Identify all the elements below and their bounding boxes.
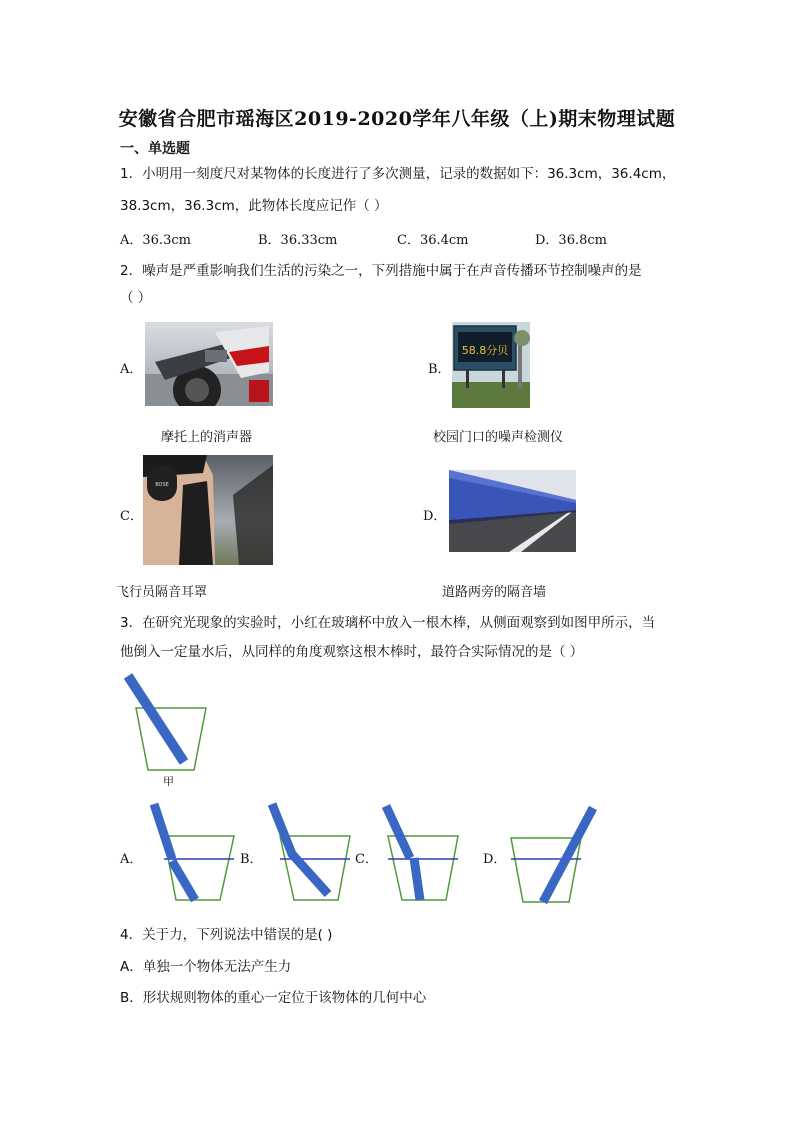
q1-option-c[interactable]: C．36.4cm [397,233,469,248]
q3-option-b-letter[interactable]: B． [240,852,263,867]
q4-option-b[interactable]: B．形状规则物体的重心一定位于该物体的几何中心 [120,990,427,1006]
q3-option-d-diagram[interactable] [505,798,605,908]
figure-jia-label: 甲 [163,775,174,788]
q2-option-a-caption: 摩托上的消声器 [161,430,253,445]
q2-option-b-letter[interactable]: B． [428,362,451,377]
q3-option-b-diagram[interactable] [262,798,362,908]
section-heading: 一、单选题 [120,141,190,157]
q2-option-c-caption: 飞行员隔音耳罩 [116,585,208,600]
q2-stem-line1: 2．噪声是严重影响我们生活的污染之一，下列措施中属于在声音传播环节控制噪声的是 [120,263,642,279]
figure-jia-diagram [118,670,218,790]
q2-option-d-letter[interactable]: D． [423,509,447,524]
q1-option-a[interactable]: A．36.3cm [120,233,191,248]
q1-option-b[interactable]: B．36.33cm [258,233,338,248]
q1-option-d[interactable]: D．36.8cm [535,233,607,248]
q2-option-b-caption: 校园门口的噪声检测仪 [433,430,564,445]
q3-stem-line1: 3．在研究光现象的实验时，小红在玻璃杯中放入一根木棒，从侧面观察到如图甲所示，当 [120,615,656,631]
q3-option-c-letter[interactable]: C． [355,852,378,867]
q2-option-a-letter[interactable]: A． [120,362,143,377]
q2-stem-line2: （ ） [120,290,152,306]
noise-monitor-photo[interactable] [452,322,530,408]
pilot-earmuffs-photo[interactable] [143,455,273,565]
svg-text:BOSE: BOSE [155,482,169,488]
q4-stem: 4．关于力，下列说法中错误的是( ) [120,927,333,943]
q3-option-a-letter[interactable]: A． [120,852,143,867]
noise-monitor-reading: 58.8分贝 [461,344,509,357]
q2-option-c-letter[interactable]: C． [120,509,143,524]
q4-option-a[interactable]: A．单独一个物体无法产生力 [120,959,292,975]
q1-stem-line1: 1．小明用一刻度尺对某物体的长度进行了多次测量，记录的数据如下：36.3cm，36.4cm， [120,166,676,182]
sound-barrier-photo[interactable] [449,470,576,552]
q3-option-a-diagram[interactable] [140,798,240,908]
q1-stem-line2: 38.3cm，36.3cm，此物体长度应记作（ ） [120,198,388,214]
q3-option-c-diagram[interactable] [378,798,478,908]
q3-option-d-letter[interactable]: D． [483,852,507,867]
motorcycle-muffler-photo[interactable] [145,322,273,406]
page-title: 安徽省合肥市瑶海区2019-2020学年八年级（上)期末物理试题 [118,108,676,130]
q2-option-d-caption: 道路两旁的隔音墙 [442,585,547,600]
q3-stem-line2: 他倒入一定量水后，从同样的角度观察这根木棒时，最符合实际情况的是（ ） [120,644,584,660]
